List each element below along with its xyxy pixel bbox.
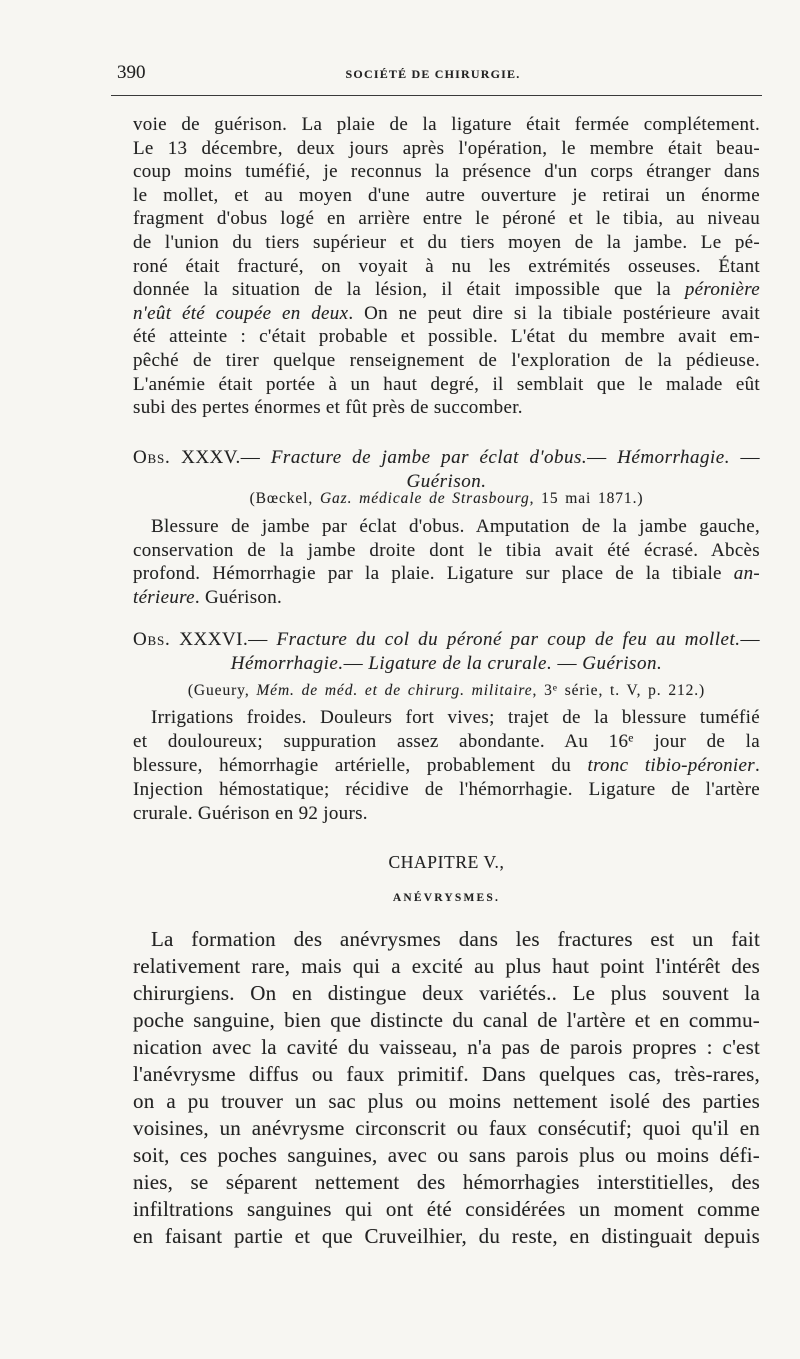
observation-36-citation <box>133 681 760 701</box>
aneurysms-intro-paragraph <box>133 926 760 1250</box>
text-line <box>133 754 760 778</box>
text-run: Irrigations froides. Douleurs fort vives; trajet de la blessure tuméfié <box>151 707 760 728</box>
text-run: nies, se séparent nettement des hémorrhagies interstitielles, des <box>133 1170 760 1194</box>
text-run: voisines, un anévrysme circonscrit ou faux consécutif; quoi qu'il en <box>133 1116 760 1140</box>
italic-text: Gaz. médicale de Strasbourg <box>319 490 530 507</box>
text-line <box>133 1169 760 1196</box>
text-line <box>133 926 760 953</box>
text-line <box>133 586 760 610</box>
text-line <box>133 1034 760 1061</box>
citation-line <box>133 681 760 701</box>
text-line <box>133 1223 760 1250</box>
text-run: (Bœckel, <box>249 490 320 507</box>
text-line <box>133 1061 760 1088</box>
text-run: conservation de la jambe droite dont le tibia avait été écrasé. Abcès <box>133 539 760 561</box>
running-title: SOCIÉTÉ DE CHIRURGIE. <box>345 67 521 81</box>
text-run: — <box>343 652 369 674</box>
text-line <box>133 980 760 1007</box>
italic-text: Hémorrhagie. <box>230 652 344 674</box>
text-line <box>133 515 760 539</box>
small-caps-text: Obs. <box>133 447 171 468</box>
text-run: — <box>587 447 618 468</box>
italic-text: an- <box>733 563 760 585</box>
text-run: pêché de tirer quelque renseignement de l'exploration de la pédieuse. <box>133 349 760 371</box>
observation-36-text <box>133 706 760 826</box>
text-run: — <box>740 629 760 650</box>
text-line <box>133 302 760 326</box>
text-line <box>133 1142 760 1169</box>
text-line <box>133 1007 760 1034</box>
chapter-heading: CHAPITRE V., <box>388 852 505 872</box>
text-line <box>133 160 760 184</box>
italic-text: Fracture de jambe par éclat d'obus. <box>270 447 588 468</box>
text-run: Blessure de jambe par éclat d'obus. Amputation de la jambe gauche, <box>151 516 760 537</box>
text-line <box>133 137 760 161</box>
text-run: le mollet, et au moyen d'une autre ouverture je retirai un énorme <box>133 184 760 206</box>
text-run: roné était fracturé, on voyait à nu les extrémités osseuses. Étant <box>133 255 760 277</box>
text-run: . Guérison. <box>194 586 283 608</box>
text-run: — <box>552 652 583 674</box>
text-run: profond. Hémorrhagie par la plaie. Ligature sur place de la tibiale <box>133 563 734 585</box>
text-run: de l'union du tiers supérieur et du tiers moyen de la jambe. Le pé- <box>133 231 760 253</box>
text-run: série, t. V, p. 212.) <box>557 682 706 699</box>
italic-text: Guérison. <box>406 470 487 492</box>
text-run: infiltrations sanguines qui ont été considérées un moment comme <box>133 1197 760 1221</box>
text-run: été atteinte : c'était probable et possible. L'état du membre avait em- <box>133 326 760 348</box>
text-run: et douloureux; suppuration assez abondante. Au 16 <box>133 731 629 752</box>
observation-35-text <box>133 515 760 609</box>
text-line <box>133 231 760 255</box>
observation-title-line <box>133 628 760 652</box>
text-line <box>133 349 760 373</box>
text-run: on a pu trouver un sac plus ou moins nettement isolé des parties <box>133 1089 760 1113</box>
text-run: chirurgiens. On en distingue deux variétés.. Le plus souvent la <box>133 981 760 1005</box>
text-line <box>133 730 760 754</box>
italic-text: Mém. de méd. et de chirurg. militaire <box>256 682 533 699</box>
italic-text: tronc tibio-péronier <box>587 755 755 776</box>
text-run: Le 13 décembre, deux jours après l'opération, le membre était beau- <box>133 137 760 159</box>
text-run: en faisant partie et que Cruveilhier, du reste, en distinguait depuis <box>133 1224 760 1248</box>
text-line <box>133 207 760 231</box>
text-line <box>133 802 760 826</box>
text-run: (Gueury, <box>187 682 257 699</box>
italic-text: térieure <box>133 586 195 608</box>
text-run: , 3 <box>532 682 553 699</box>
text-line <box>133 396 760 420</box>
text-line <box>133 953 760 980</box>
text-line <box>133 325 760 349</box>
text-line <box>133 1115 760 1142</box>
text-run: , 15 mai 1871.) <box>529 490 644 507</box>
text-line <box>133 562 760 586</box>
chapter-subheading: ANÉVRYSMES. <box>392 892 501 904</box>
text-run: coup moins tuméfié, je reconnus la présence d'un corps étranger dans <box>133 161 760 183</box>
observation-title-line <box>133 652 760 676</box>
italic-text: Hémorrhagie. <box>617 447 730 468</box>
text-run: donnée la situation de la lésion, il était impossible que la <box>133 279 685 301</box>
italic-text: Fracture du col du péroné par coup de feu au mollet. <box>276 629 741 650</box>
page-number: 390 <box>117 62 146 83</box>
text-run: . <box>754 755 760 776</box>
superscript-text: e <box>552 682 558 694</box>
text-line <box>133 778 760 802</box>
text-run: fragment d'obus logé en arrière entre le péroné et le tibia, au niveau <box>133 208 760 230</box>
italic-text: Guérison. <box>582 652 663 674</box>
text-line <box>133 1196 760 1223</box>
text-line <box>133 113 760 137</box>
observation-title-line <box>133 446 760 470</box>
observation-35-title <box>133 446 760 493</box>
italic-text: péronière <box>684 279 760 301</box>
text-run: voie de guérison. La plaie de la ligature était fermée complétement. <box>133 114 760 135</box>
case-continuation-paragraph <box>133 113 760 420</box>
header-rule <box>111 95 762 96</box>
text-run: jour de la <box>633 731 760 752</box>
text-line <box>133 539 760 563</box>
text-line <box>133 184 760 208</box>
observation-35-citation <box>133 489 760 509</box>
text-run: . On ne peut dire si la tibiale postérieure avait <box>348 302 760 324</box>
italic-text: n'eût été coupée en deux <box>133 302 349 324</box>
text-line <box>133 706 760 730</box>
text-run: Injection hémostatique; récidive de l'hémorrhagie. Ligature de l'artère <box>133 779 760 800</box>
text-run: La formation des anévrysmes dans les fractures est un fait <box>151 927 760 951</box>
text-run: XXXVI.— <box>170 629 277 650</box>
small-caps-text: Obs. <box>133 629 171 650</box>
citation-line <box>133 489 760 509</box>
text-run: soit, ces poches sanguines, avec ou sans parois plus ou moins défi- <box>133 1143 760 1167</box>
text-run: — <box>729 447 761 468</box>
text-line <box>133 1088 760 1115</box>
superscript-text: e <box>628 731 634 745</box>
text-run: subi des pertes énormes et fût près de succomber. <box>133 397 523 419</box>
text-line <box>133 278 760 302</box>
text-line <box>133 373 760 397</box>
text-run: XXXV.— <box>170 447 271 468</box>
text-run: blessure, hémorrhagie artérielle, probablement du <box>133 755 588 776</box>
text-line <box>133 255 760 279</box>
observation-36-title <box>133 628 760 675</box>
text-run: poche sanguine, bien que distincte du canal de l'artère et en commu- <box>133 1008 760 1032</box>
italic-text: Ligature de la crurale. <box>368 652 553 674</box>
text-run: nication avec la cavité du vaisseau, n'a pas de parois propres : c'est <box>133 1035 760 1059</box>
text-run: l'anévrysme diffus ou faux primitif. Dans quelques cas, très-rares, <box>133 1062 760 1086</box>
text-run: crurale. Guérison en 92 jours. <box>133 803 368 824</box>
text-run: relativement rare, mais qui a excité au plus haut point l'intérêt des <box>133 954 760 978</box>
text-run: L'anémie était portée à un haut degré, il semblait que le malade eût <box>133 373 760 395</box>
